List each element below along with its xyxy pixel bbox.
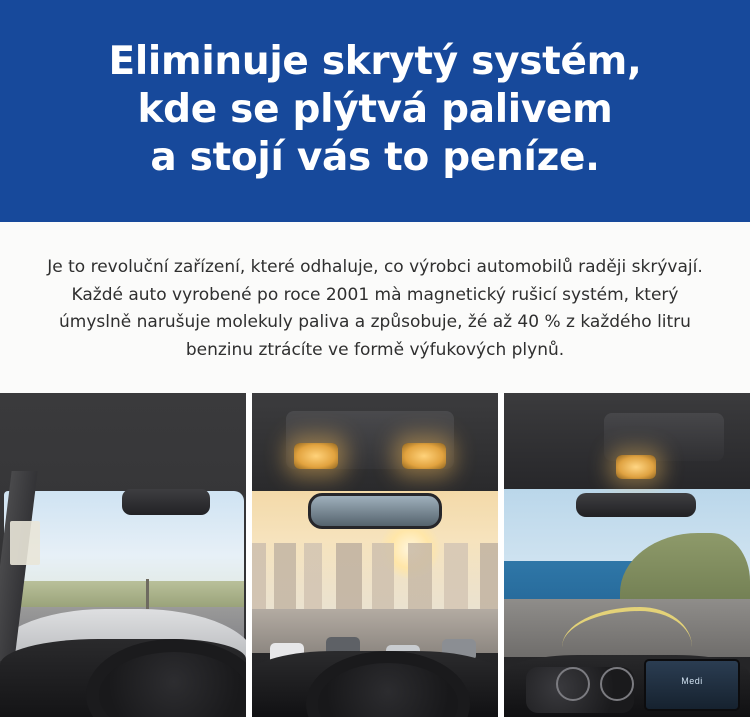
headline-band xyxy=(0,0,750,222)
dome-light-icon xyxy=(294,443,338,469)
headline-line-3: a stojí vás to peníze. xyxy=(150,134,600,180)
body-paragraph: Je to revoluční zařízení, které odhaluje, co výrobci automobilů raději skrývají. Každé auto vyrobené po roce 2001 mà magnetický rušicí systém, který úmyslně narušuje molekuly paliva a způsobuje, žé až 40 % z každého litru benzinu ztrácíte ve formě výfukových plynů. xyxy=(47,257,703,360)
rearview-mirror xyxy=(308,493,442,529)
roadside-post xyxy=(146,579,149,609)
rearview-mirror xyxy=(576,493,696,517)
rearview-mirror xyxy=(122,489,210,515)
windshield-sticker xyxy=(10,521,40,565)
page-title xyxy=(20,38,730,182)
city-skyline xyxy=(252,543,498,615)
headline-line-1: Eliminuje skrytý systém, xyxy=(108,39,642,84)
dome-light-icon xyxy=(616,455,656,479)
gauge-dial-icon xyxy=(556,667,590,701)
gauge-dial-icon xyxy=(600,667,634,701)
infotainment-screen[interactable] xyxy=(644,659,740,711)
image-gallery xyxy=(0,393,750,717)
instrument-cluster xyxy=(526,667,634,713)
photo-car-interior-city-sunrise xyxy=(252,393,498,717)
body-block xyxy=(0,222,750,393)
overhead-console xyxy=(604,413,724,461)
headline-line-2: kde se plýtvá palivem xyxy=(137,86,613,132)
infotainment-label: Medi xyxy=(681,676,703,687)
photo-car-interior-coastal-highway xyxy=(504,393,750,717)
dome-light-icon xyxy=(402,443,446,469)
photo-car-interior-rural-road xyxy=(0,393,246,717)
